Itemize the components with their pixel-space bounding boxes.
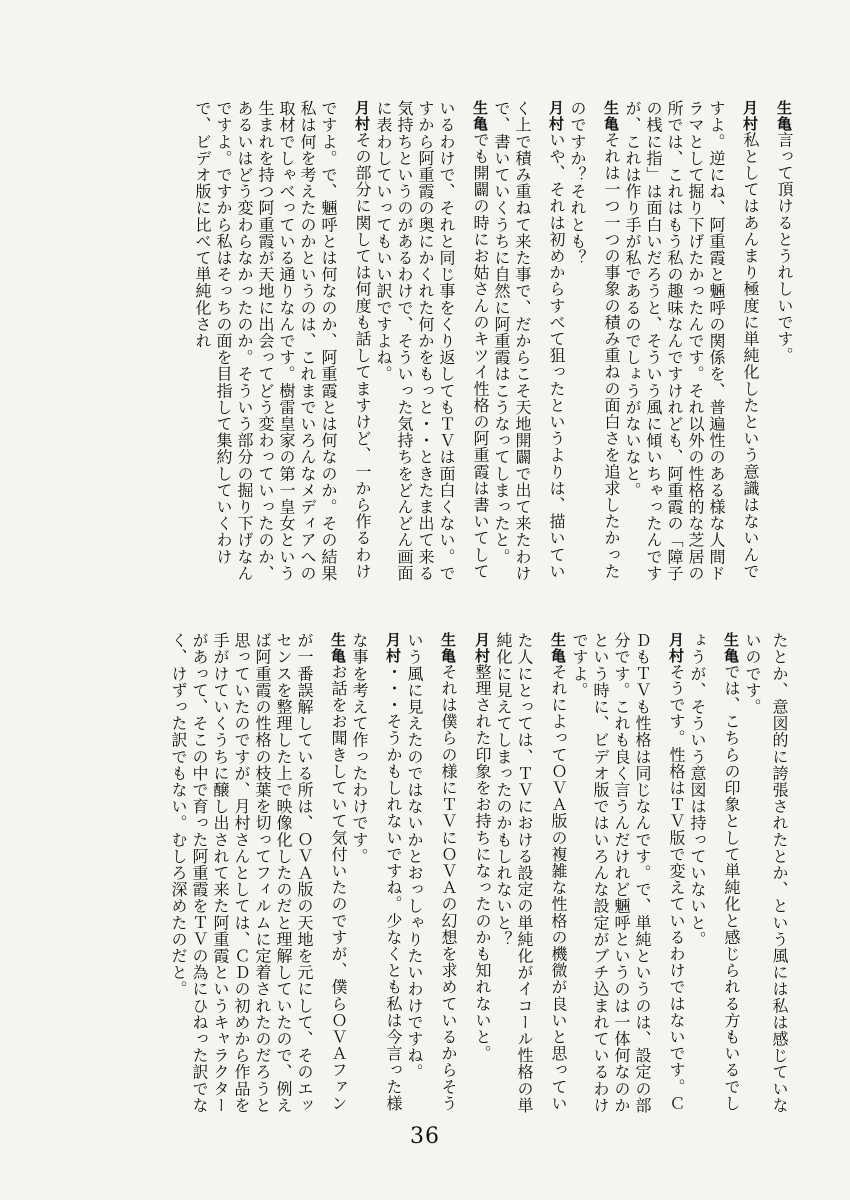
dialogue-text: でも開闢の時にお姑さんのキツイ性格の阿重霞は書いてしているわけで、それと同じ事をくり返してもＴＶは面白くない。ですから阿重霞の奥にかくれた何かをもっと・・ときたま出て来る気持ちというのがあるわけで、そういった気持ちをどんどん画面に表わしていってもいい訳ですよね。 — [374, 100, 490, 582]
interview-section-bottom — [95, 632, 795, 1122]
speaker-label: 生亀 — [329, 632, 347, 664]
speaker-label: 月村 — [741, 100, 759, 132]
dialogue-text: お話をお聞きしていて気付いたのですが、僕らＯＶＡファンが一番誤解している所は、ＯＶＡ版の天地を元にして、そのエッセンスを整理した上で映像化したのだと理解していたので、例えば阿重霞の性格の枝葉を切ってフィルムに定着されたのだろうと思っていたのですが、月村さんとしては、ＣＤの初めから作品を手がけていくうちに醸し出されて来た阿重霞というキャラクターがあって、そこの中で育った阿重霞をＴＶの為にひねった訳でなく、けずった訳でもない。むしろ深めたのだと。 — [169, 632, 348, 1114]
dialogue-paragraph — [687, 632, 742, 1122]
dialogue-paragraph — [761, 100, 795, 595]
speaker-label: 月村 — [547, 100, 565, 132]
dialogue-text: それは僕らの様にＴＶにＯＶＡの幻想を求めているからそういう風に見えたのではないかとおっしゃりたいわけですね。 — [405, 632, 458, 1112]
dialogue-paragraph — [373, 100, 491, 595]
speaker-label: 月村 — [384, 632, 402, 664]
dialogue-paragraph — [742, 632, 795, 1122]
dialogue-text: 言って頂けるとうれしいです。 — [775, 131, 794, 364]
dialogue-text: たとか、意図的に誇張されたとか、という風には私は感じていないのです。 — [743, 632, 789, 1114]
speaker-label: 生亀 — [549, 632, 567, 664]
speaker-label: 月村 — [473, 632, 491, 664]
speaker-label: 生亀 — [775, 100, 793, 132]
dialogue-text: それによってＯＶＡ版の複雑な性格の機微が良いと思っていた人にとっては、ＴＶにおける設定の単純化がイコール性格の単純化に見えてしまったのかもしれないと？ — [494, 632, 568, 1114]
dialogue-text: いや、それは初めからすべて狙ったというよりは、描いていく上で積み重ねて来た事で、だからこそ天地開闢で出て来たわけで、書いていくうちに自然に阿重霞はこうなってしまったと。 — [492, 100, 566, 582]
dialogue-text: そうです。性格はＴＶ版で変えているわけではないです。ＣＤもＴＶも性格は同じなんです。で、単純というのは、設定の部分です。これも良く言うんだけれど魎呼というのは一体何なのかという時に、ビデオ版ではいろんな設定がブチ込まれているわけですよ。 — [570, 632, 686, 1114]
speaker-label: 生亀 — [471, 100, 489, 132]
dialogue-text: 整理された印象をお持ちになったのかも知れないと。 — [473, 663, 492, 1062]
dialogue-paragraph — [493, 632, 569, 1122]
dialogue-paragraph — [404, 632, 459, 1122]
dialogue-paragraph — [168, 632, 349, 1122]
speaker-label: 月村 — [667, 632, 685, 664]
dialogue-text: その部分に関しては何度も話してますけど、一から作るわけですよ。で、魎呼とは何なのか、阿重霞とは何なのか。その結果私は何を考えたのかというのは、これまでいろんなメディアへの取材でしゃべっている通りなんです。樹雷皇家の第一皇女という生まれを持つ阿重霞が天地に出会ってどう変わっていったのか、あるいはどう変わらなかったのか。そういう部分の掘り下げなんですよ。ですから私はそっちの面を目指して集約していくわけで、ビデオ版に比べて単純化され — [193, 100, 372, 582]
dialogue-text: それは一つ一つの事象の積み重ねの面白さを追求したかったのですか？それとも？ — [568, 100, 621, 580]
dialogue-paragraph — [459, 632, 493, 1122]
dialogue-paragraph — [192, 100, 373, 595]
dialogue-text: ・・・そうかもしれないですね。少なくとも私は今言った様な事を考えて作ったわけです。 — [350, 632, 403, 1112]
page-number: 36 — [410, 1124, 440, 1149]
dialogue-paragraph — [622, 100, 761, 595]
interview-section-top — [95, 100, 795, 595]
dialogue-text: 私としてはあんまり極度に単純化したという意識はないんですよ。逆にね、阿重霞と魎呼の関係を、普遍性のある様な人間ドラマとして掘り下げたかったんです。それ以外の性格的な芝居の所では、これはもう私の趣味なんですけれども、阿重霞の「障子の桟に指」は面白いだろうと、そういう風に傾いちゃったんですが、これは作り手が私であるのでしょうがないなと。 — [623, 100, 760, 582]
speaker-label: 生亀 — [722, 632, 740, 664]
speaker-label: 生亀 — [439, 632, 457, 664]
dialogue-paragraph — [349, 632, 404, 1122]
dialogue-paragraph — [569, 632, 687, 1122]
speaker-label: 生亀 — [602, 100, 620, 132]
dialogue-paragraph — [491, 100, 567, 595]
dialogue-paragraph — [567, 100, 622, 595]
dialogue-text: では、こちらの印象として単純化と感じられる方もいるでしょうが、そういう意図は持っていないと。 — [688, 632, 741, 1112]
speaker-label: 月村 — [353, 100, 371, 132]
